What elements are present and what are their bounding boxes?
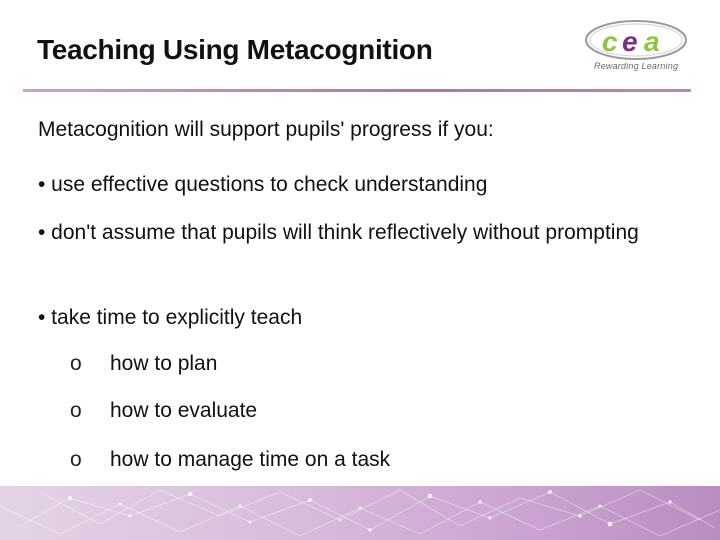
- title-divider: [23, 89, 691, 92]
- sub-bullet-item: [70, 399, 257, 423]
- slide-title: Teaching Using Metacognition: [37, 34, 433, 65]
- sub-bullet-item: [70, 448, 390, 472]
- svg-text:a: a: [644, 26, 660, 57]
- bullet-item: • use effective questions to check understanding: [38, 173, 488, 196]
- logo-tagline: Rewarding Learning: [594, 61, 679, 71]
- network-pattern: [0, 486, 720, 540]
- sub-bullet-text: how to evaluate: [110, 399, 258, 422]
- bullet-item: • don't assume that pupils will think reflectively without prompting: [38, 221, 639, 244]
- sub-bullet-item: [70, 352, 217, 376]
- sub-bullet-text: how to manage time on a task: [110, 448, 391, 471]
- sub-bullet-marker: o: [70, 448, 82, 471]
- sub-bullet-text: how to plan: [110, 352, 218, 375]
- bullet-item: • take time to explicitly teach: [38, 306, 303, 329]
- intro-text: Metacognition will support pupils' progress if you:: [38, 118, 494, 141]
- sub-bullet-marker: o: [70, 399, 82, 422]
- svg-text:c: c: [602, 26, 618, 57]
- footer-decoration: [0, 486, 720, 540]
- svg-text:e: e: [622, 26, 638, 57]
- sub-bullet-marker: o: [70, 352, 82, 375]
